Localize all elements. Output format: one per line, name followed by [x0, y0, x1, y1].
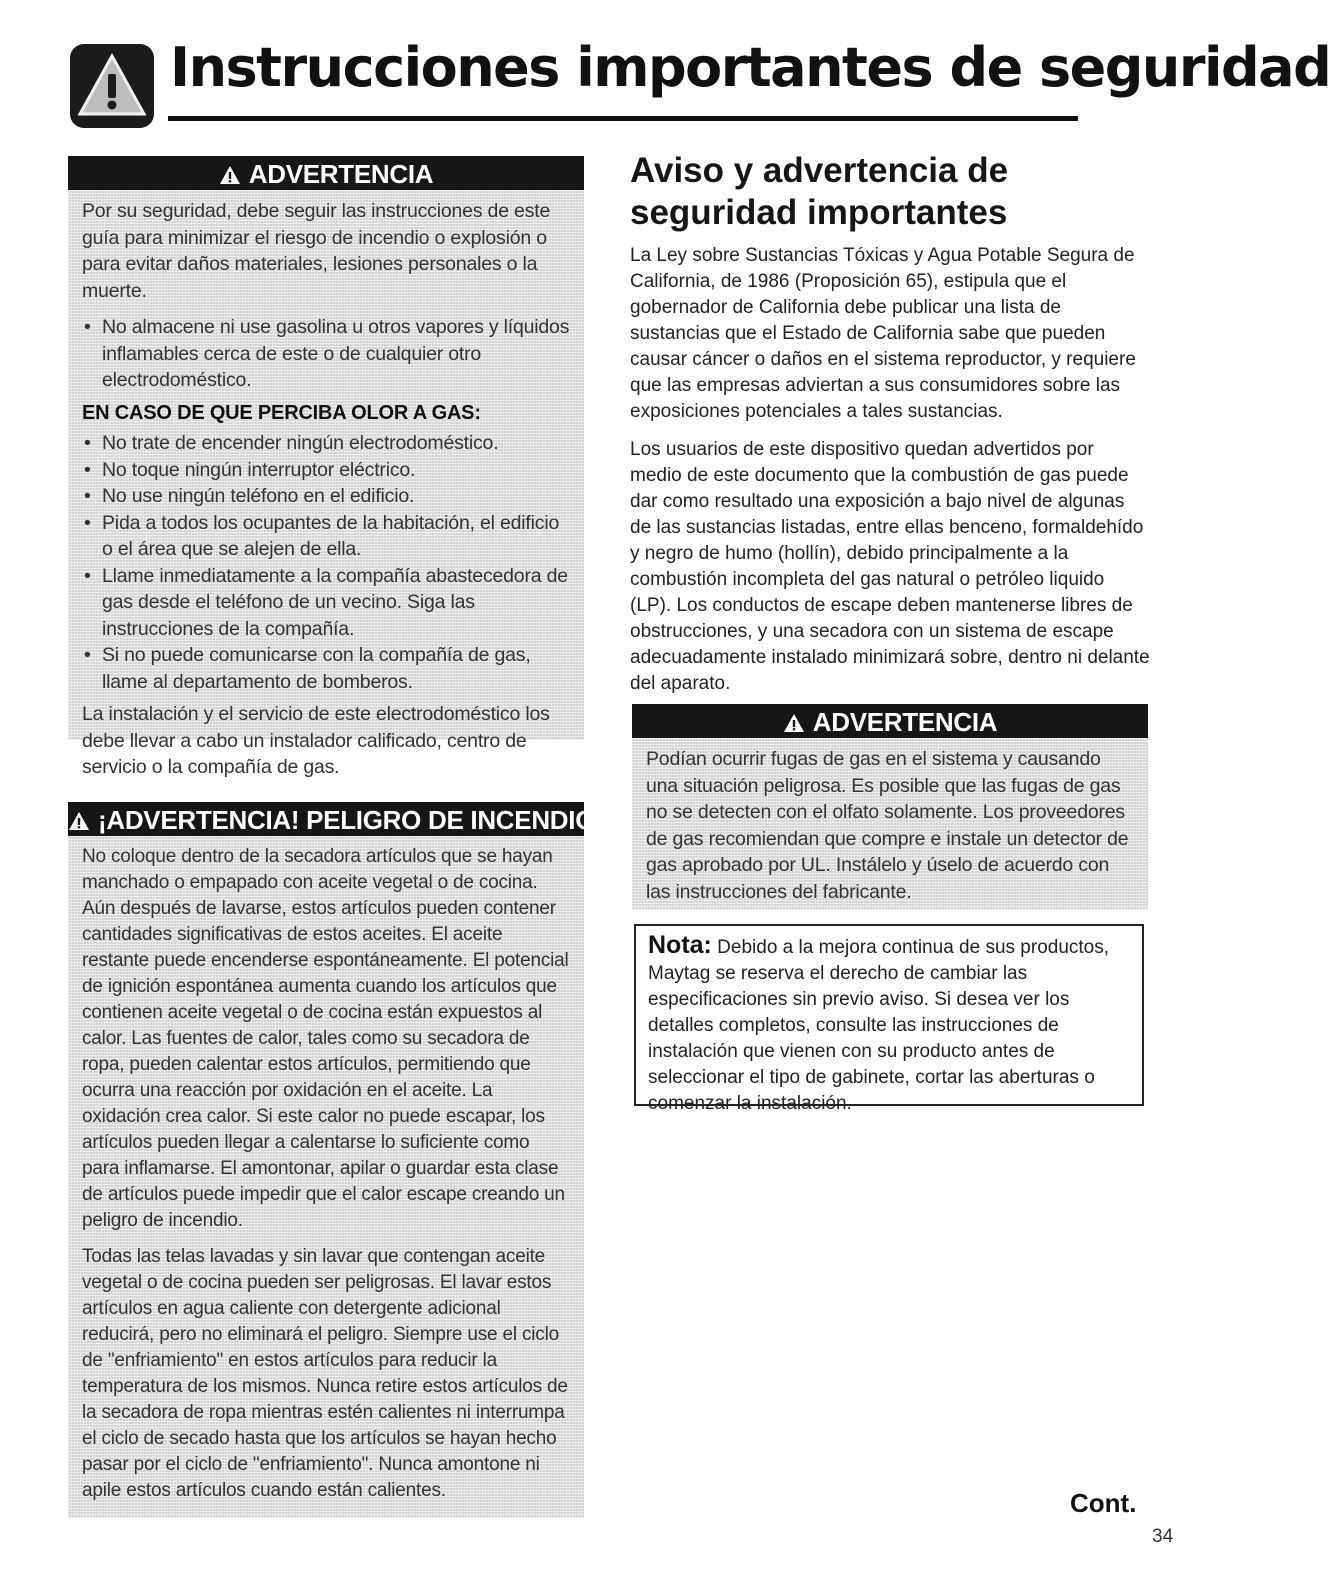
gas-leak-title: ADVERTENCIA	[812, 707, 998, 737]
warning-intro: Por su seguridad, debe seguir las instrucciones de este guía para minimizar el riesgo de incendio o explosión o para evitar daños materiales, lesiones personales o la muerte.	[82, 200, 551, 302]
fire-paragraph-2: Todas las telas lavadas y sin lavar que contengan aceite vegetal o de cocina pueden ser peligrosas. El lavar estos artículos en agua caliente con detergente adicional reducirá, pero no eliminará el peligro. Siempre use el ciclo de "enfriamiento" en estos artículos para reducir la temperatura de los mismos. Nunca retire estos artículos de la secadora de ropa mientras estén calientes ni interrumpa el ciclo de secado hasta que los artículos se hayan hecho pasar por el ciclo de "enfriamiento". Nunca amontone ni apile estos artículos cuando están calientes.	[82, 1246, 568, 1501]
gas-odor-bullets	[82, 430, 570, 695]
page-title: Instrucciones importantes de seguridad	[170, 36, 1330, 99]
fire-hazard-title: ¡ADVERTENCIA! PELIGRO DE INCENDIO	[98, 805, 596, 835]
list-item: • No toque ningún interruptor eléctrico.	[82, 457, 570, 484]
warning-triangle-icon	[219, 165, 241, 185]
fire-paragraph-1: No coloque dentro de la secadora artículos que se hayan manchado o empapado con aceite vegetal o de cocina. Aún después de lavarse, estos artículos pueden contener cantidades significativas de estos aceites. El aceite restante puede encenderse espontáneamente. El potencial de ignición espontánea aumenta cuando los artículos que contienen aceite vegetal o de cocina están expuestos al calor. Las fuentes de calor, tales como su secadora de ropa, pueden calentar estos artículos, permitiendo que ocurra una reacción por oxidación en el aceite. La oxidación crea calor. Si este calor no puede escapar, los artículos pueden llegar a calentarse lo suficiente como para inflamarse. El amontonar, apilar o guardar esta clase de artículos puede impedir que el calor escape creando un peligro de incendio.	[82, 846, 569, 1231]
list-item: • Pida a todos los ocupantes de la habitación, el edificio o el área que se alejen de ella.	[82, 510, 570, 563]
warning-box-general	[68, 156, 584, 778]
page-number: 34	[1152, 1526, 1174, 1547]
note-box	[634, 924, 1144, 1114]
warning-box-title: ADVERTENCIA	[248, 159, 434, 189]
warning-box-header	[68, 156, 584, 190]
list-item: • Si no puede comunicarse con la compañía de gas, llame al departamento de bomberos.	[82, 642, 570, 695]
gas-leak-warning-box	[632, 704, 1148, 910]
list-item: • No trate de encender ningún electrodoméstico.	[82, 430, 570, 457]
note-text: Debido a la mejora continua de sus productos, Maytag se reserva el derecho de cambiar las especificaciones sin previo aviso. Si desea ver los detalles completos, consulte las instrucciones de instalación que vienen con su producto antes de seleccionar el tipo de gabinete, cortar las aberturas o comenzar la instalación.	[648, 937, 1110, 1114]
warning-triangle-icon	[783, 713, 805, 733]
fire-hazard-box	[68, 802, 596, 1518]
gas-odor-heading: EN CASO DE QUE PERCIBA OLOR A GAS:	[82, 401, 481, 424]
aviso-paragraph-2: Los usuarios de este dispositivo quedan advertidos por medio de este documento que la combustión de gas puede dar como resultado una exposición a bajo nivel de algunas de las sustancias listadas, entre ellas benceno, formaldehído y negro de humo (hollín), debido principalmente a la combustión incompleta del gas natural o petróleo liquido (LP). Los conductos de escape deben mantenerse libres de obstrucciones, y una secadora con un sistema de escape adecuadamente instalado minimizará sobre, dentro ni delante del aparato.	[630, 439, 1150, 694]
note-label: Nota:	[648, 931, 712, 959]
aviso-paragraph-1: La Ley sobre Sustancias Tóxicas y Agua Potable Segura de California, de 1986 (Proposición 65), estipula que el gobernador de California debe publicar una lista de sustancias que el Estado de California sabe que pueden causar cáncer o daños en el sistema reproductor, y requiere que las empresas adviertan a sus consumidores sobre las exposiciones potenciales a tales sustancias.	[630, 245, 1136, 422]
gas-leak-header	[632, 704, 1148, 738]
list-item: • No almacene ni use gasolina u otros vapores y líquidos inflamables cerca de este o de cualquier otro electrodoméstico.	[82, 314, 570, 394]
continued-label: Cont.	[1070, 1488, 1137, 1518]
page-header	[70, 36, 1330, 132]
header-rule	[168, 116, 1078, 121]
aviso-heading: Aviso y advertencia de seguridad importantes	[630, 151, 1009, 232]
warning-triangle-icon	[68, 811, 90, 831]
warning-bullets-a	[82, 314, 570, 394]
gas-leak-text: Podían ocurrir fugas de gas en el sistema y causando una situación peligrosa. Es posible que las fugas de gas no se detecten con el olfato solamente. Los proveedores de gas recomiendan que compre e instale un detector de gas aprobado por UL. Instálelo y úselo de acuerdo con las instrucciones del fabricante.	[646, 748, 1129, 903]
aviso-body	[630, 243, 1150, 709]
warning-triangle-icon	[70, 44, 154, 128]
installation-note: La instalación y el servicio de este electrodoméstico los debe llevar a cabo un instalador calificado, centro de servicio o la compañía de gas.	[82, 703, 550, 778]
list-item: • No use ningún teléfono en el edificio.	[82, 483, 570, 510]
fire-hazard-header	[68, 802, 596, 836]
list-item: • Llame inmediatamente a la compañía abastecedora de gas desde el teléfono de un vecino. Siga las instrucciones de la compañía.	[82, 563, 570, 643]
